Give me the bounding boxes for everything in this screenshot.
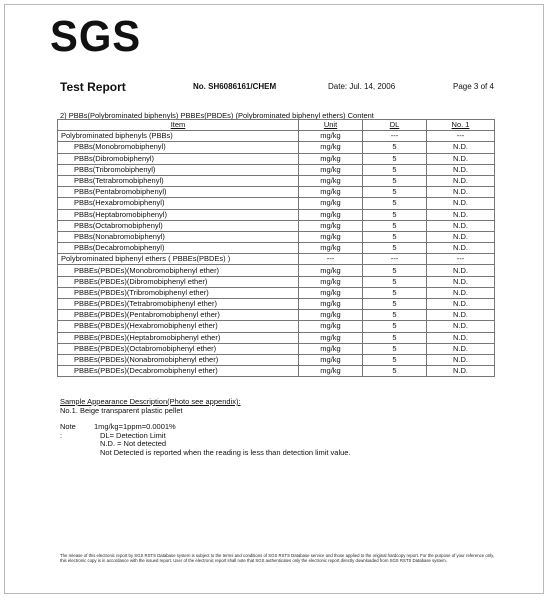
item-cell: PBBEs(PBDEs)(Decabromobiphenyl ether) bbox=[58, 366, 299, 377]
table-row bbox=[58, 287, 495, 298]
result-cell: N.D. bbox=[427, 354, 495, 365]
result-cell: N.D. bbox=[427, 243, 495, 254]
column-header-result: No. 1 bbox=[427, 120, 495, 131]
table-row bbox=[58, 164, 495, 175]
dl-cell: 5 bbox=[363, 175, 427, 186]
results-table bbox=[57, 119, 495, 377]
result-cell: N.D. bbox=[427, 265, 495, 276]
item-cell: PBBs(Octabromobiphenyl) bbox=[58, 220, 299, 231]
unit-cell: mg/kg bbox=[299, 231, 363, 242]
unit-cell: mg/kg bbox=[299, 243, 363, 254]
table-row bbox=[58, 332, 495, 343]
unit-cell: mg/kg bbox=[299, 343, 363, 354]
unit-cell: mg/kg bbox=[299, 164, 363, 175]
result-cell: N.D. bbox=[427, 231, 495, 242]
table-row bbox=[58, 231, 495, 242]
item-cell: PBBEs(PBDEs)(Heptabromobiphenyl ether) bbox=[58, 332, 299, 343]
result-cell: N.D. bbox=[427, 164, 495, 175]
table-row bbox=[58, 366, 495, 377]
unit-cell: mg/kg bbox=[299, 153, 363, 164]
table-row bbox=[58, 153, 495, 164]
dl-cell: 5 bbox=[363, 231, 427, 242]
unit-cell: mg/kg bbox=[299, 142, 363, 153]
item-cell: PBBs(Hexabromobiphenyl) bbox=[58, 198, 299, 209]
unit-cell: mg/kg bbox=[299, 332, 363, 343]
table-row bbox=[58, 354, 495, 365]
footer-disclaimer: The release of this electronic report by SGS RSTS Database system is subject to the terms and conditions of SGS RSTS Database service and those applied to the original hardcopy report. For the purpose of your reference only, this electronic copy is in accordance with the issued report. User of the electronic report shall note that SGS authenticates only the electronic report directly downloaded from SGS RSTS Database system. bbox=[60, 553, 495, 564]
item-cell: PBBEs(PBDEs)(Octabromobiphenyl ether) bbox=[58, 343, 299, 354]
result-cell: N.D. bbox=[427, 366, 495, 377]
dl-cell: 5 bbox=[363, 343, 427, 354]
table-row bbox=[58, 220, 495, 231]
result-cell: N.D. bbox=[427, 209, 495, 220]
result-cell: N.D. bbox=[427, 332, 495, 343]
note-line: 1mg/kg=1ppm=0.0001% bbox=[94, 422, 176, 431]
table-row bbox=[58, 276, 495, 287]
item-cell: PBBs(Dibromobiphenyl) bbox=[58, 153, 299, 164]
table-row bbox=[58, 265, 495, 276]
dl-cell: 5 bbox=[363, 187, 427, 198]
item-cell: PBBEs(PBDEs)(Pentabromobiphenyl ether) bbox=[58, 310, 299, 321]
unit-cell: mg/kg bbox=[299, 209, 363, 220]
dl-cell: 5 bbox=[363, 220, 427, 231]
item-cell: PBBs(Monobromobiphenyl) bbox=[58, 142, 299, 153]
unit-cell: mg/kg bbox=[299, 299, 363, 310]
dl-cell: 5 bbox=[363, 142, 427, 153]
item-cell: PBBs(Decabromobiphenyl) bbox=[58, 243, 299, 254]
report-title: Test Report bbox=[60, 80, 126, 94]
unit-cell: --- bbox=[299, 254, 363, 265]
result-cell: N.D. bbox=[427, 276, 495, 287]
sample-text: No.1. Beige transparent plastic pellet bbox=[60, 406, 183, 415]
result-cell: N.D. bbox=[427, 220, 495, 231]
dl-cell: 5 bbox=[363, 265, 427, 276]
sgs-logo: SGS bbox=[50, 12, 142, 61]
item-cell: Polybrominated biphenyls (PBBs) bbox=[58, 131, 299, 142]
sample-heading: Sample Appearance Description(Photo see appendix): bbox=[60, 397, 241, 406]
table-row bbox=[58, 343, 495, 354]
report-number: No. SH6086161/CHEM bbox=[193, 82, 277, 91]
column-header-item: Item bbox=[58, 120, 299, 131]
dl-cell: 5 bbox=[363, 198, 427, 209]
item-cell: PBBEs(PBDEs)(Hexabromobiphenyl ether) bbox=[58, 321, 299, 332]
result-cell: N.D. bbox=[427, 299, 495, 310]
item-cell: PBBs(Nonabromobiphenyl) bbox=[58, 231, 299, 242]
table-row bbox=[58, 254, 495, 265]
unit-cell: mg/kg bbox=[299, 198, 363, 209]
dl-cell: 5 bbox=[363, 332, 427, 343]
result-cell: N.D. bbox=[427, 153, 495, 164]
dl-cell: 5 bbox=[363, 366, 427, 377]
table-row bbox=[58, 198, 495, 209]
item-cell: PBBs(Pentabromobiphenyl) bbox=[58, 187, 299, 198]
note-line: Not Detected is reported when the reading is less than detection limit value. bbox=[100, 447, 351, 457]
unit-cell: mg/kg bbox=[299, 366, 363, 377]
result-cell: N.D. bbox=[427, 343, 495, 354]
item-cell: PBBEs(PBDEs)(Monobromobiphenyl ether) bbox=[58, 265, 299, 276]
section-title: 2) PBBs(Polybrominated biphenyls) PBBEs(PBDEs) (Polybrominated biphenyl ethers) Content bbox=[60, 111, 374, 120]
result-cell: N.D. bbox=[427, 187, 495, 198]
dl-cell: 5 bbox=[363, 243, 427, 254]
table-row bbox=[58, 175, 495, 186]
result-cell: --- bbox=[427, 254, 495, 265]
dl-cell: 5 bbox=[363, 299, 427, 310]
unit-cell: mg/kg bbox=[299, 175, 363, 186]
result-cell: N.D. bbox=[427, 198, 495, 209]
table-row bbox=[58, 310, 495, 321]
table-row bbox=[58, 187, 495, 198]
column-header-unit: Unit bbox=[299, 120, 363, 131]
item-cell: PBBs(Tribromobiphenyl) bbox=[58, 164, 299, 175]
table-row bbox=[58, 142, 495, 153]
unit-cell: mg/kg bbox=[299, 220, 363, 231]
item-cell: PBBs(Tetrabromobiphenyl) bbox=[58, 175, 299, 186]
result-cell: --- bbox=[427, 131, 495, 142]
unit-cell: mg/kg bbox=[299, 310, 363, 321]
unit-cell: mg/kg bbox=[299, 131, 363, 142]
unit-cell: mg/kg bbox=[299, 265, 363, 276]
dl-cell: 5 bbox=[363, 209, 427, 220]
table-row bbox=[58, 299, 495, 310]
note-line: N.D. = Not detected bbox=[100, 439, 167, 448]
dl-cell: --- bbox=[363, 254, 427, 265]
page-number: Page 3 of 4 bbox=[453, 82, 494, 91]
table-row bbox=[58, 209, 495, 220]
item-cell: PBBEs(PBDEs)(Nonabromobiphenyl ether) bbox=[58, 354, 299, 365]
result-cell: N.D. bbox=[427, 142, 495, 153]
unit-cell: mg/kg bbox=[299, 276, 363, 287]
unit-cell: mg/kg bbox=[299, 321, 363, 332]
item-cell: PBBEs(PBDEs)(Dibromobiphenyl ether) bbox=[58, 276, 299, 287]
dl-cell: 5 bbox=[363, 287, 427, 298]
table-header-row bbox=[58, 120, 495, 131]
note-label: Note : bbox=[60, 422, 76, 440]
report-date: Date: Jul. 14, 2006 bbox=[328, 82, 396, 91]
dl-cell: 5 bbox=[363, 276, 427, 287]
dl-cell: 5 bbox=[363, 354, 427, 365]
dl-cell: 5 bbox=[363, 153, 427, 164]
column-header-dl: DL bbox=[363, 120, 427, 131]
result-cell: N.D. bbox=[427, 321, 495, 332]
dl-cell: --- bbox=[363, 131, 427, 142]
dl-cell: 5 bbox=[363, 164, 427, 175]
dl-cell: 5 bbox=[363, 310, 427, 321]
sample-description bbox=[60, 397, 241, 415]
table-row bbox=[58, 131, 495, 142]
item-cell: PBBEs(PBDEs)(Tetrabromobiphenyl ether) bbox=[58, 299, 299, 310]
unit-cell: mg/kg bbox=[299, 354, 363, 365]
result-cell: N.D. bbox=[427, 310, 495, 321]
item-cell: Polybrominated biphenyl ethers ( PBBEs(PBDEs) ) bbox=[58, 254, 299, 265]
result-cell: N.D. bbox=[427, 175, 495, 186]
unit-cell: mg/kg bbox=[299, 287, 363, 298]
result-cell: N.D. bbox=[427, 287, 495, 298]
item-cell: PBBs(Heptabromobiphenyl) bbox=[58, 209, 299, 220]
unit-cell: mg/kg bbox=[299, 187, 363, 198]
item-cell: PBBEs(PBDEs)(Tribromobiphenyl ether) bbox=[58, 287, 299, 298]
table-row bbox=[58, 321, 495, 332]
dl-cell: 5 bbox=[363, 321, 427, 332]
note-line: DL= Detection Limit bbox=[100, 430, 166, 440]
table-row bbox=[58, 243, 495, 254]
